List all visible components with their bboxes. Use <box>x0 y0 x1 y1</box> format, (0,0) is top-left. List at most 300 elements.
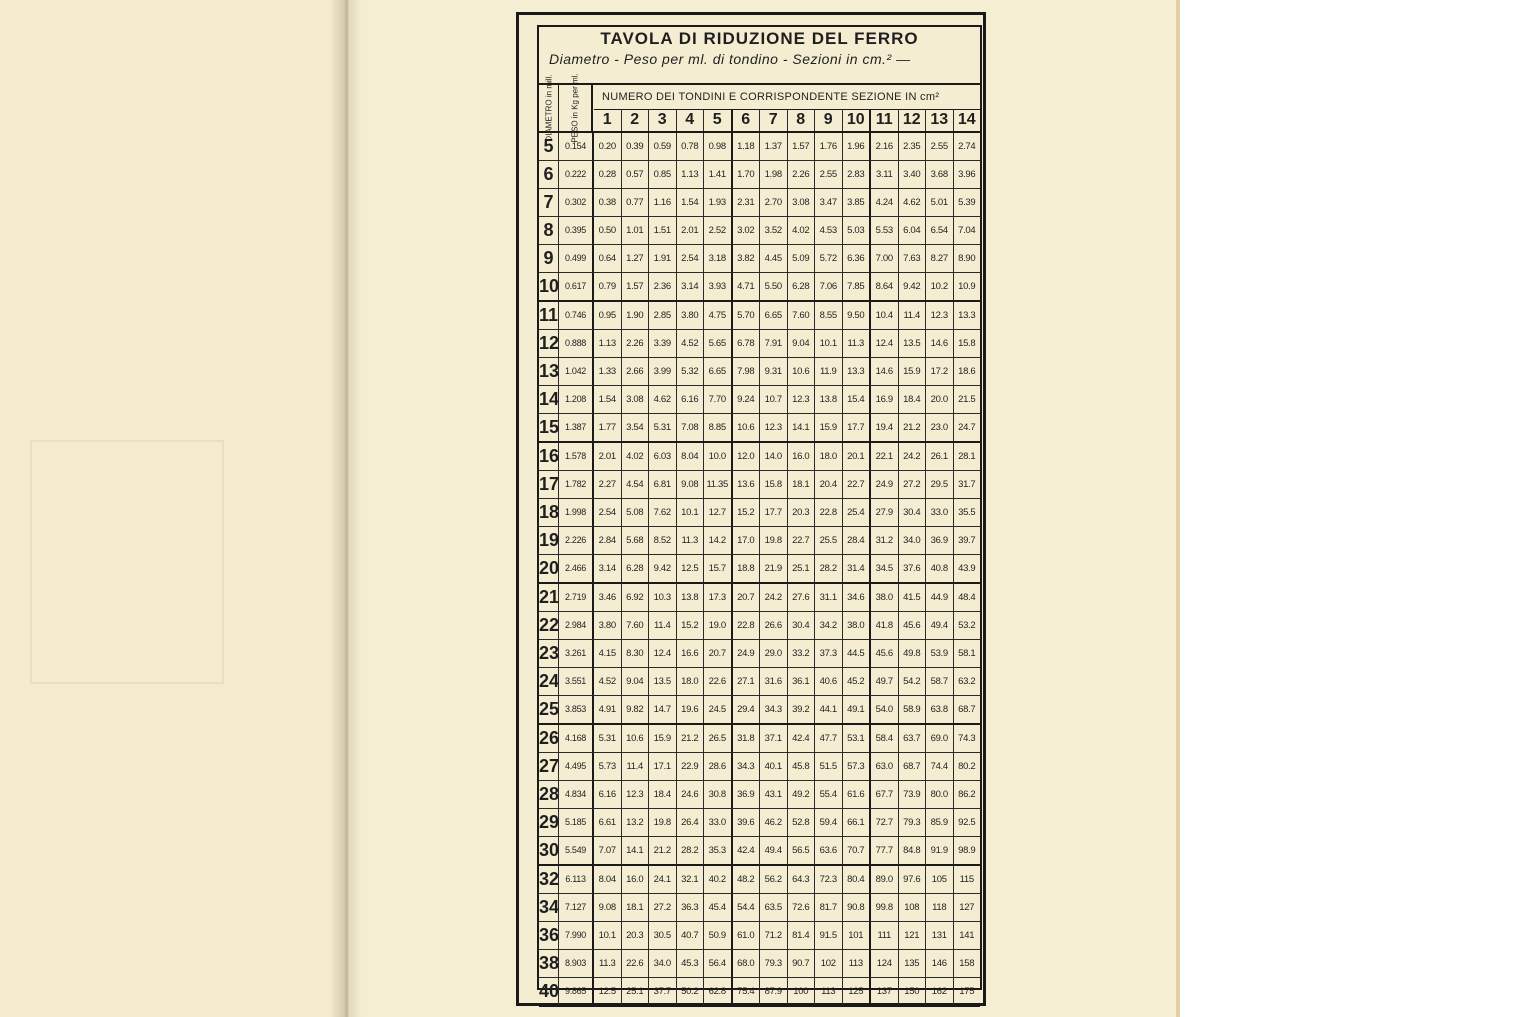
section-cell: 18.0 <box>677 668 705 695</box>
section-cell: 14.2 <box>704 527 733 554</box>
section-cell: 13.8 <box>677 584 705 611</box>
section-cell: 10.9 <box>958 281 976 292</box>
section-cell: 8.90 <box>958 253 976 264</box>
section-cell: 13.5 <box>649 668 677 695</box>
section-cell: 0.50 <box>594 217 622 244</box>
section-cell: 2.70 <box>760 189 788 216</box>
section-cell: 85.9 <box>926 809 954 836</box>
weight-cell: 0.746 <box>559 302 594 329</box>
diameter-cell: 29 <box>539 809 559 836</box>
section-cell: 6.54 <box>926 217 954 244</box>
section-cell: 11.4 <box>622 753 650 780</box>
section-cell: 5.31 <box>594 725 622 752</box>
section-cell: 5.70 <box>733 302 761 329</box>
section-cell: 13.3 <box>843 358 872 385</box>
table-row <box>539 640 980 668</box>
section-cell: 20.7 <box>733 584 761 611</box>
section-cell: 75.4 <box>733 978 761 1005</box>
section-cell: 135 <box>899 950 927 977</box>
section-cell: 68.0 <box>733 950 761 977</box>
section-cell: 31.7 <box>958 479 976 490</box>
diameter-cell: 19 <box>539 527 559 554</box>
section-cell: 12.0 <box>733 443 761 470</box>
section-cell: 146 <box>926 950 954 977</box>
section-cell: 124 <box>871 950 899 977</box>
section-cell: 22.7 <box>843 471 872 498</box>
section-cell: 74.4 <box>926 753 954 780</box>
section-cell: 23.0 <box>926 414 954 441</box>
section-cell: 32.1 <box>677 866 705 893</box>
table-row <box>539 386 980 414</box>
section-cell: 10.1 <box>594 922 622 949</box>
section-cell: 33.0 <box>704 809 733 836</box>
section-cell: 14.1 <box>788 414 816 441</box>
diameter-cell: 7 <box>539 189 559 216</box>
section-cell: 43.1 <box>760 781 788 808</box>
section-cell: 1.01 <box>622 217 650 244</box>
section-cell: 80.4 <box>843 866 872 893</box>
section-cell: 3.14 <box>594 555 622 582</box>
section-cell: 24.2 <box>899 443 927 470</box>
section-cell: 2.27 <box>594 471 622 498</box>
diameter-cell: 26 <box>539 725 559 752</box>
section-cell: 8.04 <box>594 866 622 893</box>
section-cell: 0.28 <box>594 161 622 188</box>
section-cell: 2.31 <box>733 189 761 216</box>
section-cell: 42.4 <box>788 725 816 752</box>
bleedthrough-box <box>30 440 224 684</box>
section-cell: 27.9 <box>871 499 899 526</box>
section-cell: 8.55 <box>815 302 843 329</box>
section-cell: 13.6 <box>733 471 761 498</box>
section-cell: 9.42 <box>899 273 927 300</box>
section-cell: 16.9 <box>871 386 899 413</box>
weight-cell: 0.154 <box>559 133 594 160</box>
section-cell: 3.39 <box>649 330 677 357</box>
section-cell: 10.6 <box>733 414 761 441</box>
section-cell: 45.3 <box>677 950 705 977</box>
section-cell: 121 <box>899 922 927 949</box>
section-cell: 4.45 <box>760 245 788 272</box>
weight-cell: 4.168 <box>559 725 594 752</box>
section-cell: 19.6 <box>677 696 705 723</box>
section-cell: 0.39 <box>622 133 650 160</box>
section-cell: 20.3 <box>788 499 816 526</box>
section-cell: 3.93 <box>704 273 733 300</box>
section-cell: 5.73 <box>594 753 622 780</box>
section-cell: 6.92 <box>622 584 650 611</box>
section-cell: 6.04 <box>899 217 927 244</box>
section-cell: 3.68 <box>926 161 954 188</box>
section-cell: 7.62 <box>649 499 677 526</box>
section-cell: 16.0 <box>622 866 650 893</box>
section-cell: 40.6 <box>815 668 843 695</box>
section-cell: 15.7 <box>704 555 733 582</box>
reduction-table <box>537 25 982 1001</box>
weight-cell: 7.990 <box>559 922 594 949</box>
section-cell: 15.9 <box>899 358 927 385</box>
section-cell: 4.15 <box>594 640 622 667</box>
section-cell: 14.1 <box>622 837 650 864</box>
section-cell: 8.04 <box>677 443 705 470</box>
section-cell: 97.6 <box>899 866 927 893</box>
section-cell: 15.8 <box>760 471 788 498</box>
column-header: 1 <box>594 109 622 131</box>
section-cell: 27.1 <box>733 668 761 695</box>
section-cell: 50.9 <box>704 922 733 949</box>
diameter-cell: 6 <box>539 161 559 188</box>
header-diametro: DIAMETRO in mill. <box>539 85 559 131</box>
section-cell: 2.52 <box>704 217 733 244</box>
section-cell: 40.2 <box>704 866 733 893</box>
column-header: 11 <box>871 109 899 131</box>
weight-cell: 4.834 <box>559 781 594 808</box>
weight-cell: 0.302 <box>559 189 594 216</box>
section-cell: 6.16 <box>677 386 705 413</box>
section-cell: 41.5 <box>899 584 927 611</box>
page-edge <box>1176 0 1180 1017</box>
section-cell: 102 <box>815 950 843 977</box>
section-cell: 21.9 <box>760 555 788 582</box>
section-cell: 111 <box>871 922 899 949</box>
diameter-cell: 38 <box>539 950 559 977</box>
table-body <box>539 133 980 1007</box>
section-cell: 5.09 <box>788 245 816 272</box>
section-cell: 3.18 <box>704 245 733 272</box>
section-cell: 56.5 <box>788 837 816 864</box>
section-cell: 5.53 <box>871 217 899 244</box>
diameter-cell: 22 <box>539 612 559 639</box>
section-cell: 68.7 <box>899 753 927 780</box>
section-cell: 29.0 <box>760 640 788 667</box>
section-cell: 10.6 <box>622 725 650 752</box>
weight-cell: 6.113 <box>559 866 594 893</box>
section-cell: 20.3 <box>622 922 650 949</box>
section-cell: 49.7 <box>871 668 899 695</box>
section-cell: 1.77 <box>594 414 622 441</box>
section-cell: 63.7 <box>899 725 927 752</box>
section-cell: 20.1 <box>843 443 872 470</box>
section-cell: 137 <box>871 978 899 1005</box>
section-cell: 34.5 <box>871 555 899 582</box>
section-cell: 81.7 <box>815 894 843 921</box>
section-cell: 12.3 <box>760 414 788 441</box>
weight-cell: 2.466 <box>559 555 594 582</box>
section-cell: 58.1 <box>958 648 976 659</box>
section-cell: 17.7 <box>760 499 788 526</box>
diameter-cell: 28 <box>539 781 559 808</box>
column-header: 2 <box>622 109 650 131</box>
section-cell: 12.3 <box>622 781 650 808</box>
section-cell: 11.9 <box>815 358 843 385</box>
section-cell: 1.90 <box>622 302 650 329</box>
section-cell: 18.1 <box>622 894 650 921</box>
section-cell: 7.85 <box>843 273 872 300</box>
section-cell: 38.0 <box>843 612 872 639</box>
weight-cell: 0.395 <box>559 217 594 244</box>
section-cell: 24.6 <box>677 781 705 808</box>
section-cell: 5.72 <box>815 245 843 272</box>
weight-cell: 2.719 <box>559 584 594 611</box>
section-cell: 63.6 <box>815 837 843 864</box>
section-cell: 7.60 <box>788 302 816 329</box>
section-cell: 8.85 <box>704 414 733 441</box>
section-cell: 45.6 <box>871 640 899 667</box>
section-cell: 21.2 <box>677 725 705 752</box>
section-cell: 4.62 <box>649 386 677 413</box>
section-cell: 8.52 <box>649 527 677 554</box>
section-cell: 67.7 <box>871 781 899 808</box>
section-cell: 16.6 <box>677 640 705 667</box>
section-cell: 5.65 <box>704 330 733 357</box>
weight-cell: 1.208 <box>559 386 594 413</box>
section-cell: 34.6 <box>843 584 872 611</box>
section-cell: 53.9 <box>926 640 954 667</box>
section-cell: 64.3 <box>788 866 816 893</box>
section-cell: 6.65 <box>704 358 733 385</box>
table-row <box>539 499 980 527</box>
section-cell: 9.50 <box>843 302 872 329</box>
section-cell: 51.5 <box>815 753 843 780</box>
column-header: 9 <box>815 109 843 131</box>
section-cell: 7.04 <box>958 225 976 236</box>
section-cell: 115 <box>959 874 974 885</box>
header-numero-tondini: NUMERO DEI TONDINI E CORRISPONDENTE SEZIONE IN cm² <box>594 85 980 110</box>
section-cell: 2.84 <box>594 527 622 554</box>
section-cell: 113 <box>815 978 843 1005</box>
section-cell: 0.59 <box>649 133 677 160</box>
section-cell: 13.5 <box>899 330 927 357</box>
section-cell: 36.9 <box>926 527 954 554</box>
section-cell: 113 <box>843 950 872 977</box>
section-cell: 6.81 <box>649 471 677 498</box>
section-cell: 2.55 <box>926 133 954 160</box>
section-cell: 7.08 <box>677 414 705 441</box>
section-cell: 5.50 <box>760 273 788 300</box>
section-cell: 72.3 <box>815 866 843 893</box>
table-row <box>539 358 980 386</box>
section-cell: 15.2 <box>677 612 705 639</box>
section-cell: 31.4 <box>843 555 872 582</box>
section-cell: 4.24 <box>871 189 899 216</box>
section-cell: 0.38 <box>594 189 622 216</box>
section-cell: 14.0 <box>760 443 788 470</box>
section-cell: 43.9 <box>958 563 976 574</box>
section-cell: 46.2 <box>760 809 788 836</box>
section-cell: 24.5 <box>704 696 733 723</box>
section-cell: 24.1 <box>649 866 677 893</box>
section-cell: 1.76 <box>815 133 843 160</box>
section-cell: 7.63 <box>899 245 927 272</box>
section-cell: 38.0 <box>871 584 899 611</box>
section-cell: 33.2 <box>788 640 816 667</box>
section-cell: 15.9 <box>649 725 677 752</box>
section-cell: 14.6 <box>926 330 954 357</box>
diameter-cell: 36 <box>539 922 559 949</box>
section-cell: 22.8 <box>815 499 843 526</box>
section-cell: 49.8 <box>899 640 927 667</box>
diameter-cell: 40 <box>539 978 559 1005</box>
section-cell: 24.9 <box>871 471 899 498</box>
section-cell: 7.98 <box>733 358 761 385</box>
section-cell: 4.02 <box>622 443 650 470</box>
section-cell: 12.4 <box>649 640 677 667</box>
section-cell: 3.96 <box>958 169 976 180</box>
diameter-cell: 5 <box>539 133 559 160</box>
section-cell: 81.4 <box>788 922 816 949</box>
section-cell: 5.32 <box>677 358 705 385</box>
weight-cell: 2.226 <box>559 527 594 554</box>
section-cell: 1.98 <box>760 161 788 188</box>
column-header: 13 <box>926 109 954 131</box>
section-cell: 100 <box>788 978 816 1005</box>
section-cell: 42.4 <box>733 837 761 864</box>
section-cell: 6.03 <box>649 443 677 470</box>
section-cell: 34.2 <box>815 612 843 639</box>
section-cell: 61.0 <box>733 922 761 949</box>
section-cell: 26.6 <box>760 612 788 639</box>
section-cell: 3.46 <box>594 584 622 611</box>
section-cell: 19.8 <box>760 527 788 554</box>
section-cell: 9.08 <box>677 471 705 498</box>
section-cell: 34.0 <box>899 527 927 554</box>
section-cell: 70.7 <box>843 837 872 864</box>
section-cell: 18.4 <box>899 386 927 413</box>
diameter-cell: 12 <box>539 330 559 357</box>
section-cell: 69.0 <box>926 725 954 752</box>
section-cell: 99.8 <box>871 894 899 921</box>
section-cell: 15.2 <box>733 499 761 526</box>
section-cell: 6.61 <box>594 809 622 836</box>
section-cell: 2.54 <box>677 245 705 272</box>
weight-cell: 0.888 <box>559 330 594 357</box>
section-cell: 89.0 <box>871 866 899 893</box>
column-header: 4 <box>677 109 705 131</box>
section-cell: 8.64 <box>871 273 899 300</box>
section-cell: 18.1 <box>788 471 816 498</box>
section-cell: 2.26 <box>788 161 816 188</box>
diameter-cell: 13 <box>539 358 559 385</box>
section-cell: 5.68 <box>622 527 650 554</box>
section-cell: 175 <box>959 986 975 997</box>
section-cell: 2.26 <box>622 330 650 357</box>
section-cell: 17.3 <box>704 584 733 611</box>
section-cell: 16.0 <box>788 443 816 470</box>
weight-cell: 8.903 <box>559 950 594 977</box>
weight-cell: 3.551 <box>559 668 594 695</box>
section-cell: 18.0 <box>815 443 843 470</box>
section-cell: 21.2 <box>899 414 927 441</box>
section-cell: 29.5 <box>926 471 954 498</box>
section-cell: 30.8 <box>704 781 733 808</box>
table-row <box>539 189 980 217</box>
section-cell: 127 <box>959 902 975 913</box>
section-cell: 49.4 <box>926 612 954 639</box>
section-cell: 10.4 <box>871 302 899 329</box>
section-cell: 12.7 <box>704 499 733 526</box>
section-cell: 0.95 <box>594 302 622 329</box>
section-cell: 12.5 <box>677 555 705 582</box>
section-cell: 45.8 <box>788 753 816 780</box>
reduction-table-frame <box>516 12 986 1006</box>
section-cell: 37.6 <box>899 555 927 582</box>
section-cell: 68.7 <box>958 704 976 715</box>
section-cell: 12.4 <box>871 330 899 357</box>
section-cell: 4.91 <box>594 696 622 723</box>
section-cell: 27.2 <box>899 471 927 498</box>
section-cell: 18.6 <box>958 366 976 377</box>
table-row <box>539 894 980 922</box>
section-cell: 3.52 <box>760 217 788 244</box>
section-cell: 37.3 <box>815 640 843 667</box>
table-row <box>539 527 980 555</box>
section-cell: 24.7 <box>958 422 976 433</box>
section-cell: 158 <box>959 958 975 969</box>
section-cell: 0.79 <box>594 273 622 300</box>
section-cell: 26.4 <box>677 809 705 836</box>
section-cell: 28.6 <box>704 753 733 780</box>
section-cell: 72.6 <box>788 894 816 921</box>
section-cell: 56.4 <box>704 950 733 977</box>
section-cell: 25.1 <box>622 978 650 1005</box>
weight-cell: 1.387 <box>559 414 594 441</box>
section-cell: 77.7 <box>871 837 899 864</box>
diameter-cell: 32 <box>539 866 559 893</box>
section-cell: 22.8 <box>733 612 761 639</box>
section-cell: 5.08 <box>622 499 650 526</box>
section-cell: 35.5 <box>958 507 976 518</box>
section-cell: 1.91 <box>649 245 677 272</box>
weight-cell: 1.998 <box>559 499 594 526</box>
section-cell: 50.2 <box>677 978 705 1005</box>
weight-cell: 0.222 <box>559 161 594 188</box>
section-cell: 91.5 <box>815 922 843 949</box>
section-cell: 31.1 <box>815 584 843 611</box>
section-cell: 28.1 <box>958 451 976 462</box>
section-cell: 162 <box>926 978 954 1005</box>
section-cell: 39.2 <box>788 696 816 723</box>
section-cell: 3.85 <box>843 189 872 216</box>
section-cell: 63.5 <box>760 894 788 921</box>
section-cell: 1.37 <box>760 133 788 160</box>
section-cell: 26.5 <box>704 725 733 752</box>
table-row <box>539 866 980 894</box>
section-cell: 28.2 <box>677 837 705 864</box>
table-row <box>539 837 980 866</box>
section-cell: 56.2 <box>760 866 788 893</box>
section-cell: 1.57 <box>788 133 816 160</box>
section-cell: 7.91 <box>760 330 788 357</box>
section-cell: 3.08 <box>788 189 816 216</box>
section-cell: 13.8 <box>815 386 843 413</box>
section-cell: 4.62 <box>899 189 927 216</box>
table-row <box>539 471 980 499</box>
section-cell: 11.3 <box>594 950 622 977</box>
section-cell: 49.2 <box>788 781 816 808</box>
section-cell: 84.8 <box>899 837 927 864</box>
section-cell: 11.3 <box>677 527 705 554</box>
weight-cell: 0.617 <box>559 273 594 300</box>
section-cell: 48.2 <box>733 866 761 893</box>
section-cell: 9.82 <box>622 696 650 723</box>
section-cell: 15.9 <box>815 414 843 441</box>
section-cell: 22.6 <box>704 668 733 695</box>
table-row <box>539 696 980 725</box>
section-cell: 13.3 <box>958 310 976 321</box>
section-cell: 9.24 <box>733 386 761 413</box>
section-cell: 72.7 <box>871 809 899 836</box>
section-cell: 45.4 <box>704 894 733 921</box>
